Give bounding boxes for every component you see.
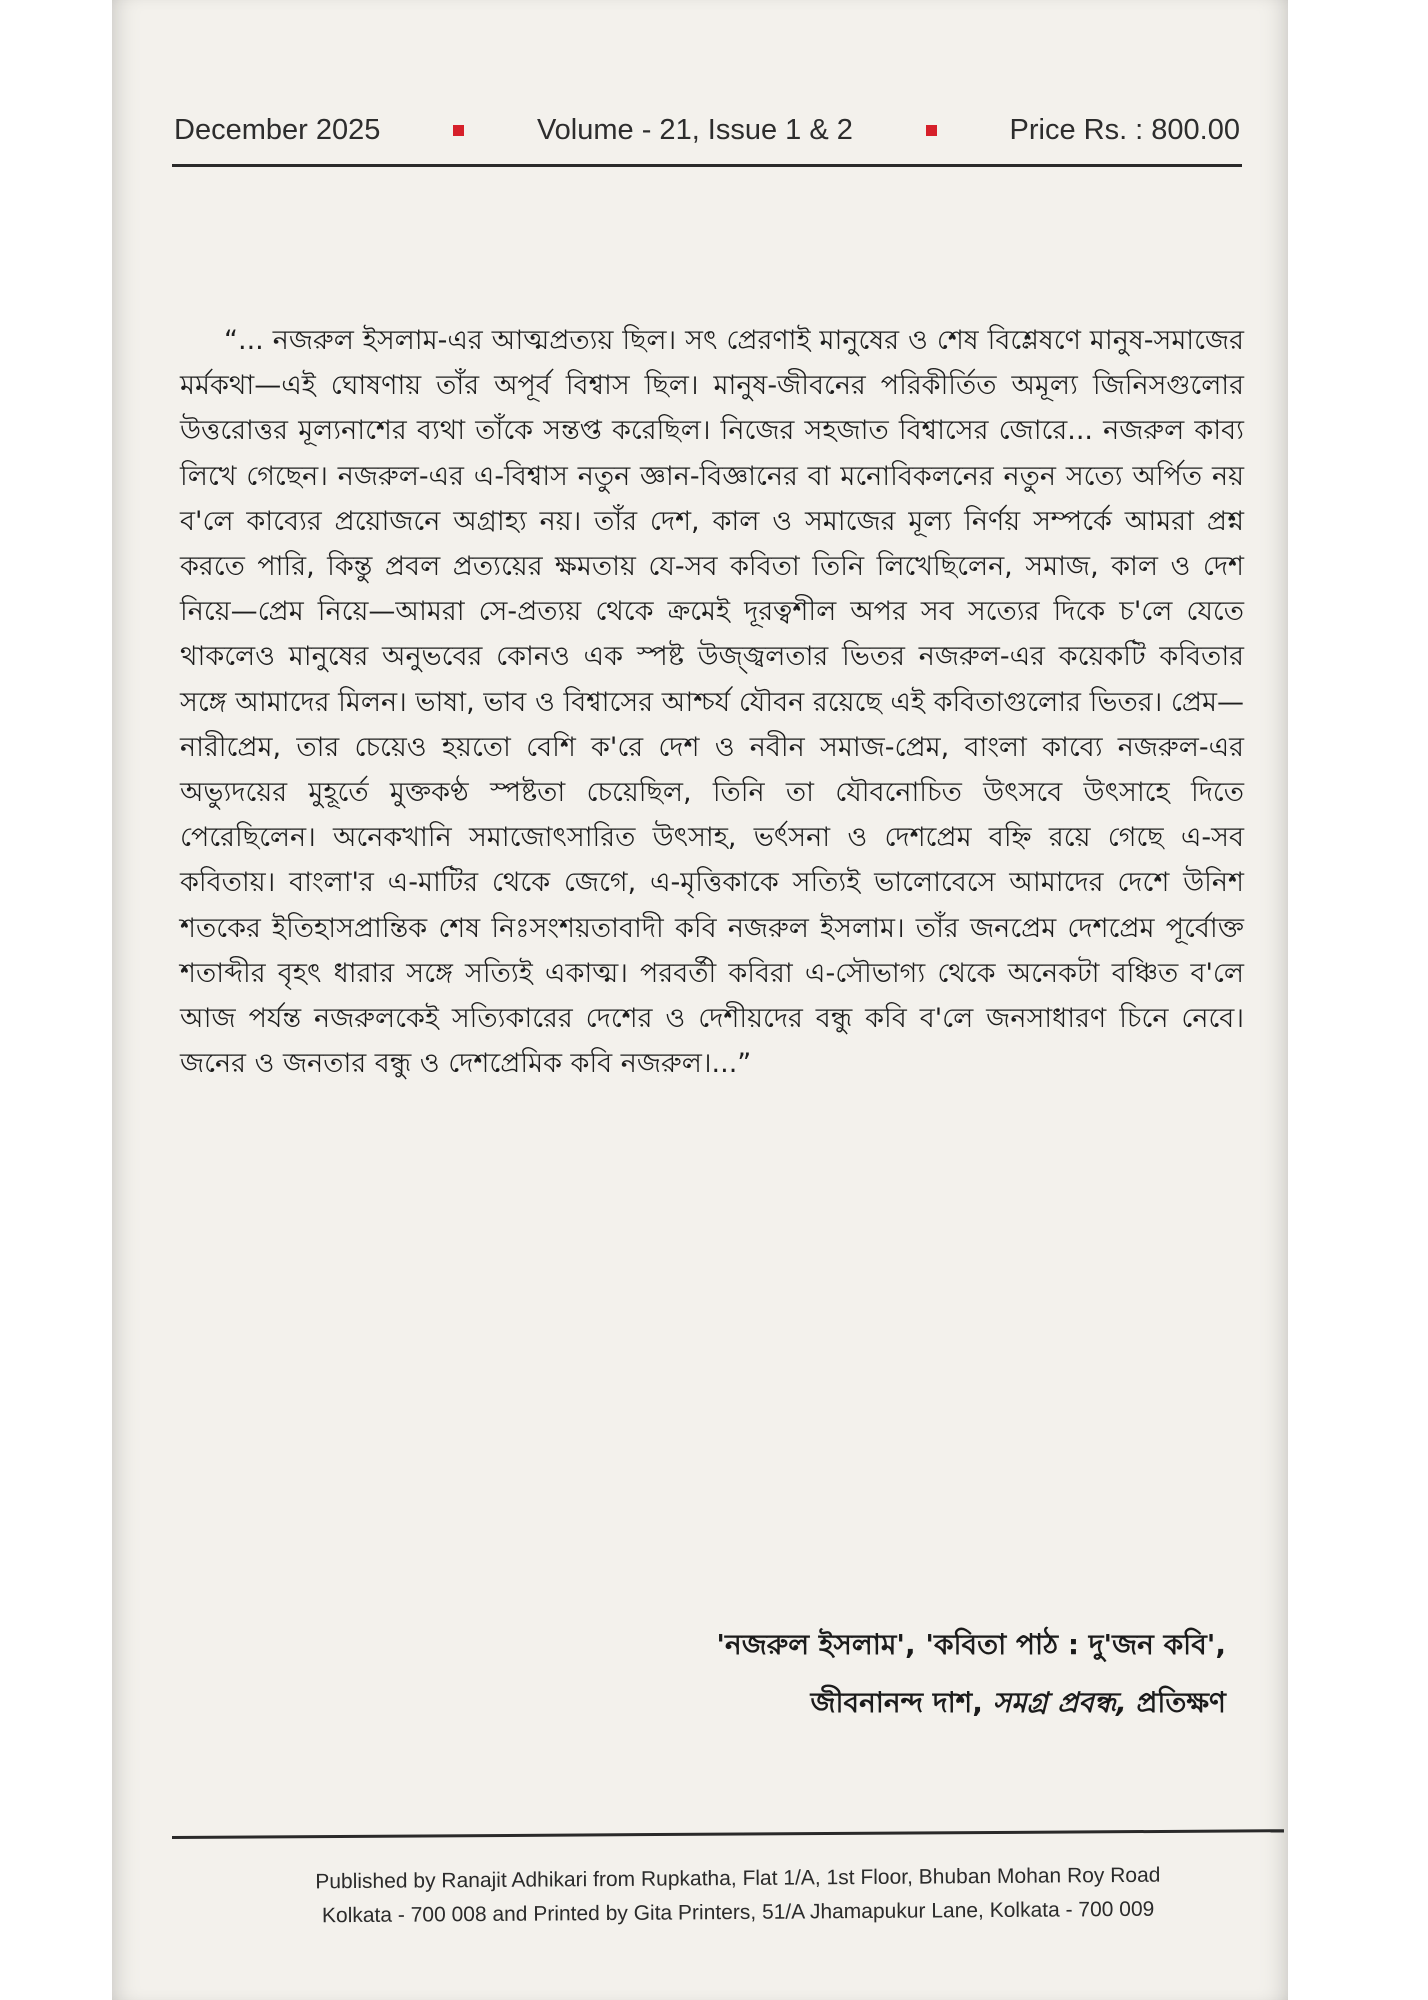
volume-issue: Volume - 21, Issue 1 & 2: [536, 114, 853, 146]
attribution-publisher: প্রতিক্ষণ: [1136, 1686, 1226, 1719]
masthead: [174, 114, 1240, 147]
issue-date: December 2025: [174, 114, 381, 146]
quote-body: “... নজরুল ইসলাম-এর আত্মপ্রত্যয় ছিল। সৎ প্রেরণাই মানুষের ও শেষ বিশ্লেষণে মানুষ-সমাজের মর্মকথা—এই ঘোষণায় তাঁর অপূর্ব বিশ্বাস ছিল। মানুষ-জীবনের পরিকীর্তিত অমূল্য জিনিসগুলোর উত্তরোত্তর মূল্যনাশের ব্যথা তাঁকে সন্তপ্ত করেছিল। নিজের সহজাত বিশ্বাসের জোরে... নজরুল কাব্য লিখে গেছেন। নজরুল-এর এ-বিশ্বাস নতুন জ্ঞান-বিজ্ঞানের বা মনোবিকলনের নতুন সত্যে অর্পিত নয় ব'লে কাব্যের প্রয়োজনে অগ্রাহ্য নয়। তাঁর দেশ, কাল ও সমাজের মূল্য নির্ণয় সম্পর্কে আমরা প্রশ্ন করতে পারি, কিন্তু প্রবল প্রত্যয়ের ক্ষমতায় যে-সব কবিতা তিনি লিখেছিলেন, সমাজ, কাল ও দেশ নিয়ে—প্রেম নিয়ে—আমরা সে-প্রত্যয় থেকে ক্রমেই দূরত্বশীল অপর সব সত্যের দিকে চ'লে যেতে থাকলেও মানুষের অনুভবের কোনও এক স্পষ্ট উজ্জ্বলতার ভিতর নজরুল-এর কয়েকটি কবিতার সঙ্গে আমাদের মিলন। ভাষা, ভাব ও বিশ্বাসের আশ্চর্য যৌবন রয়েছে এই কবিতাগুলোর ভিতর। প্রেম—নারীপ্রেম, তার চেয়েও হয়তো বেশি ক'রে দেশ ও নবীন সমাজ-প্রেম, বাংলা কাব্যে নজরুল-এর অভ্যুদয়ের মুহূর্তে মুক্তকণ্ঠ স্পষ্টতা চেয়েছিল, তিনি তা যৌবনোচিত উৎসবে উৎসাহে দিতে পেরেছিলেন। অনেকখানি সমাজোৎসারিত উৎসাহ, ভর্ৎসনা ও দেশপ্রেম বহ্নি রয়ে গেছে এ-সব কবিতায়। বাংলা'র এ-মাটির থেকে জেগে, এ-মৃত্তিকাকে সত্যিই ভালোবেসে আমাদের দেশে উনিশ শতকের ইতিহাসপ্রান্তিক শেষ নিঃসংশয়তাবাদী কবি নজরুল ইসলাম। তাঁর জনপ্রেম দেশপ্রেম পূর্বোক্ত শতাব্দীর বৃহৎ ধারার সঙ্গে সত্যিই একাত্ম। পরবর্তী কবিরা এ-সৌভাগ্য থেকে অনেকটা বঞ্চিত ব'লে আজ পর্যন্ত নজরুলকেই সত্যিকারের দেশের ও দেশীয়দের বন্ধু কবি ব'লে জনসাধারণ চিনে নেবে। জনের ও জনতার বন্ধু ও দেশপ্রেমিক কবি নজরুল।...”: [180, 325, 1244, 1080]
attribution-book: সমগ্র প্রবন্ধ,: [992, 1686, 1127, 1719]
price: Price Rs. : 800.00: [1009, 114, 1240, 146]
separator-bullet-icon: [926, 125, 937, 136]
separator-bullet-icon: [453, 125, 464, 136]
imprint-line-2: Kolkata - 700 008 and Printed by Gita Printers, 51/A Jhamapukur Lane, Kolkata - 700 009: [321, 1897, 1155, 1928]
imprint-line-1: Published by Ranajit Adhikari from Rupkatha, Flat 1/A, 1st Floor, Bhuban Mohan Roy Road: [315, 1863, 1161, 1894]
imprint: [236, 1858, 1241, 1934]
attribution-title: 'নজরুল ইসলাম', 'কবিতা পাঠ : দু'জন কবি',: [716, 1628, 1226, 1661]
attribution-source: [180, 1674, 1226, 1732]
header-divider: [172, 164, 1242, 167]
attribution: [180, 1616, 1226, 1732]
attribution-author: জীবনানন্দ দাশ,: [810, 1686, 983, 1719]
